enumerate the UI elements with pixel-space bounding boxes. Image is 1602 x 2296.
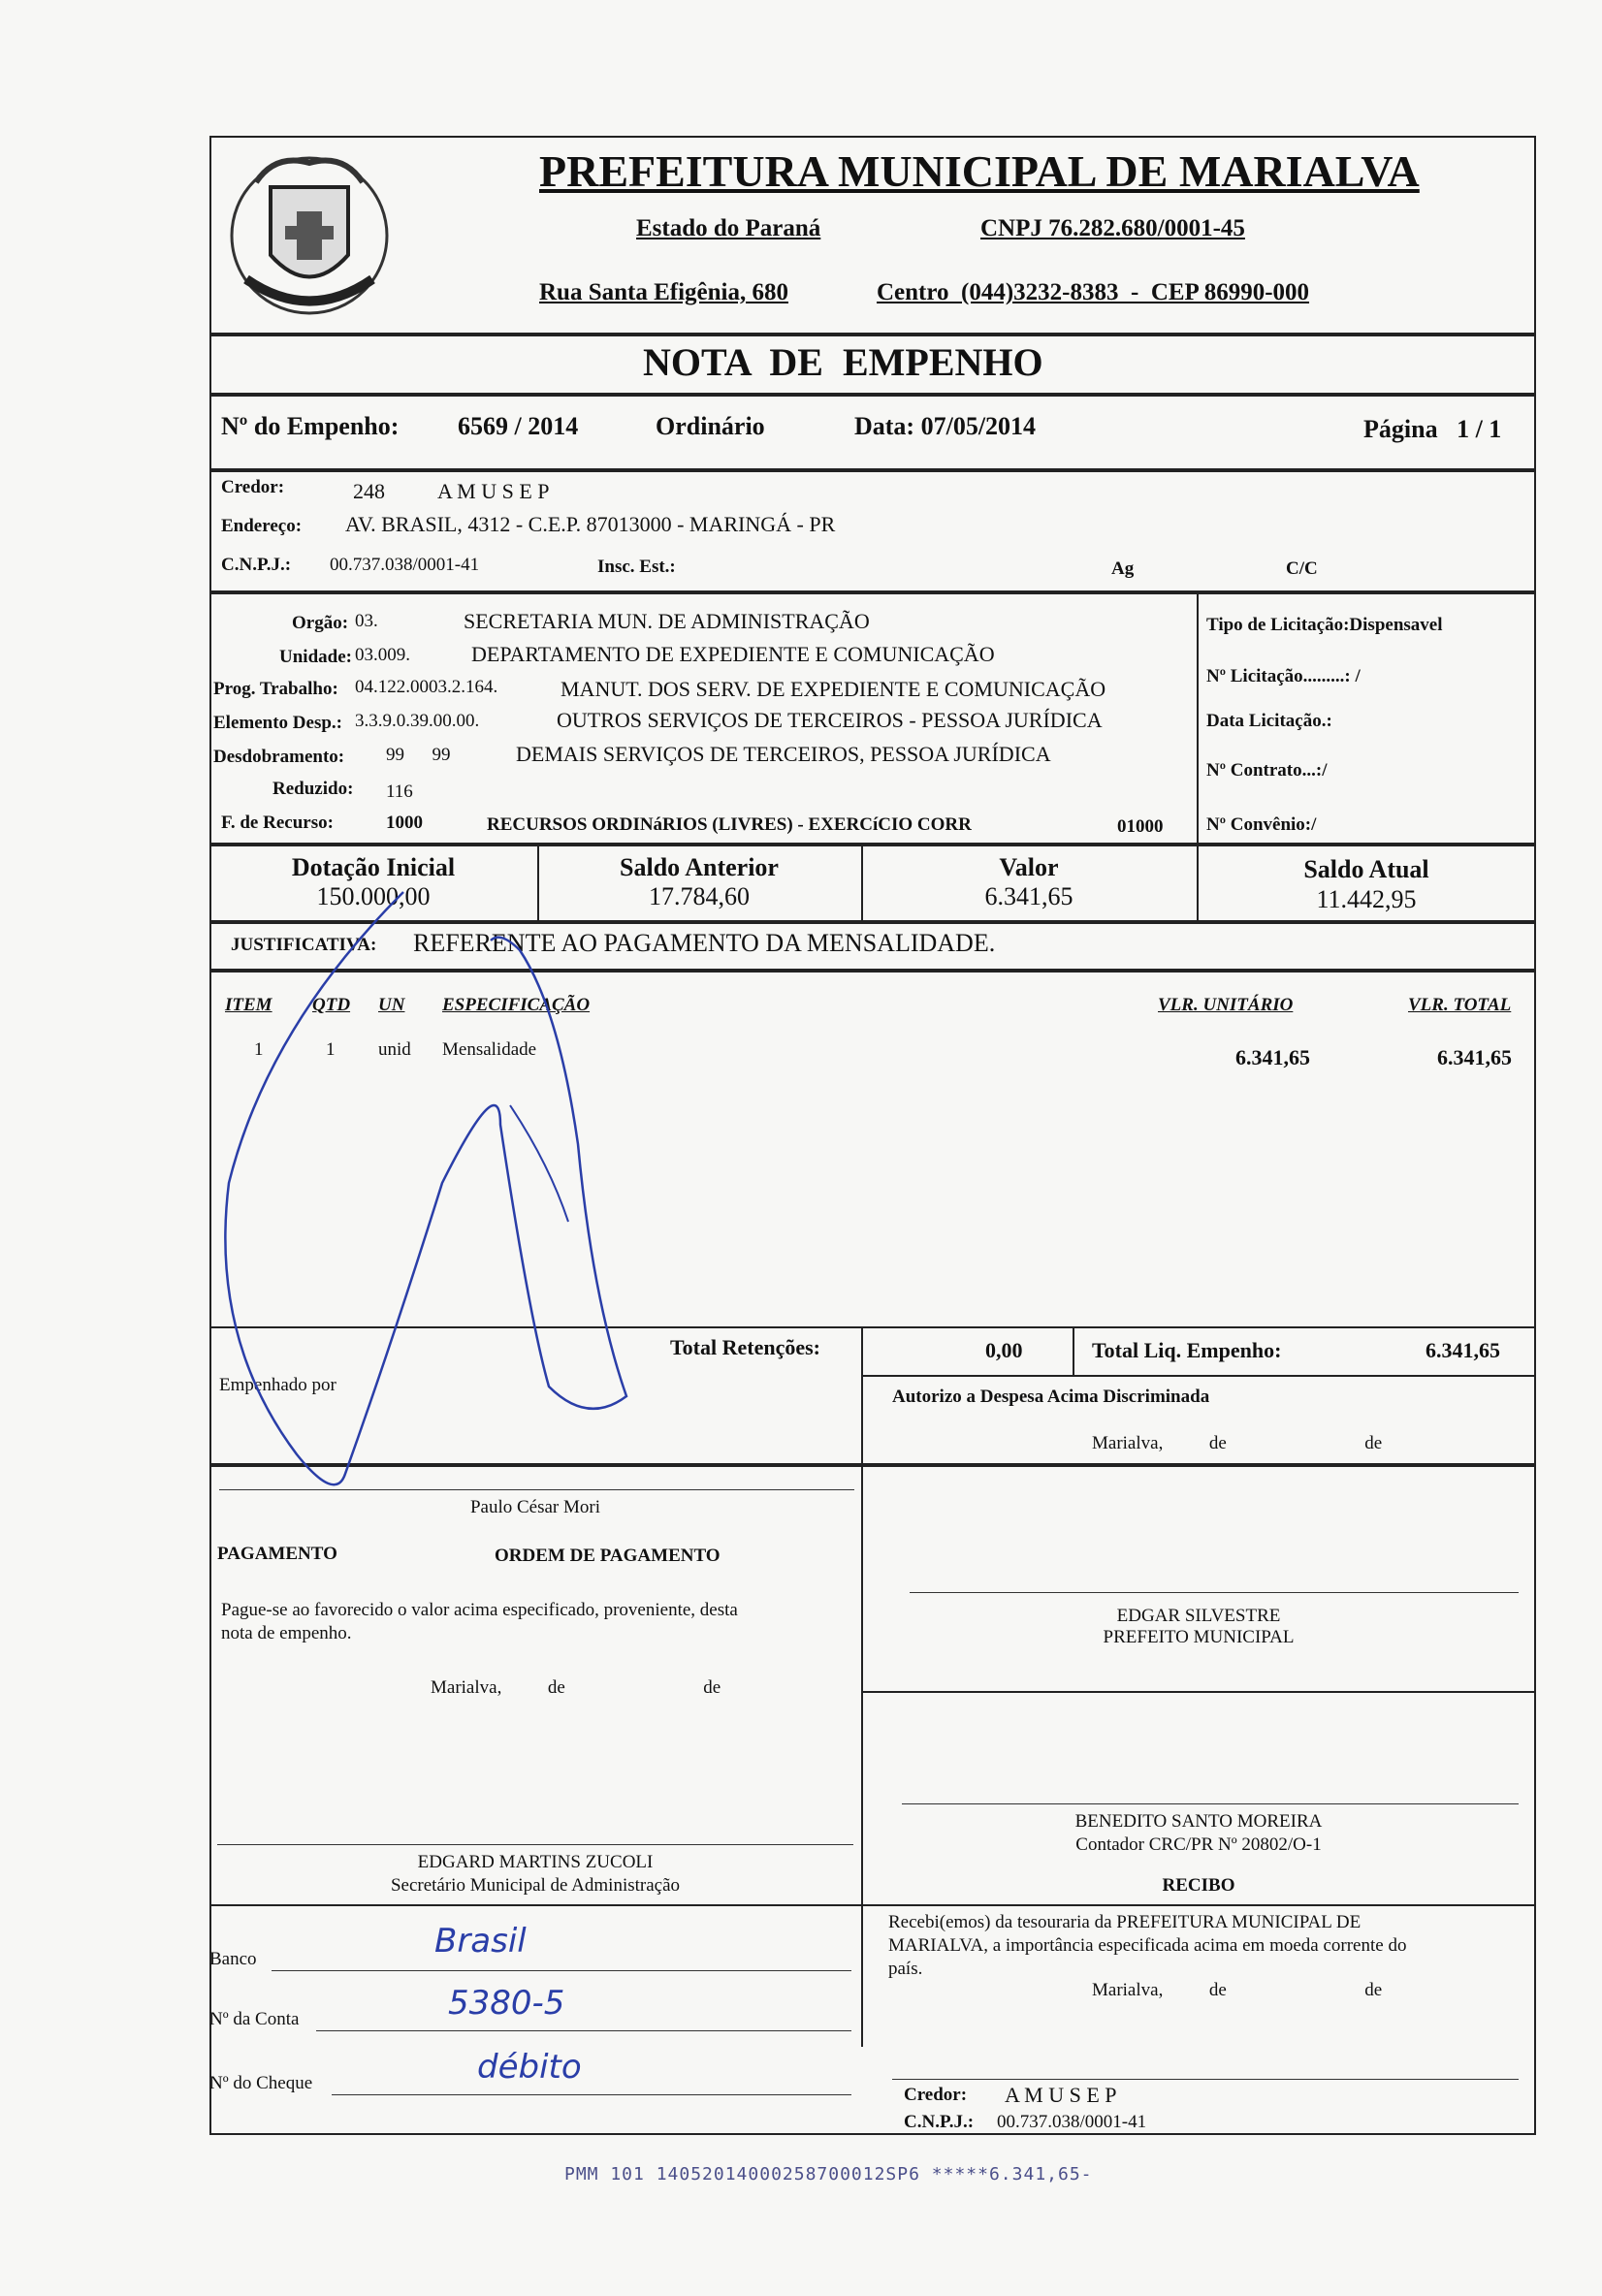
paulo-signature-name: Paulo César Mori <box>469 1497 601 1517</box>
recibo-line2: MARIALVA, a importância especificada acima em moeda corrente do <box>888 1935 1407 1956</box>
empenho-label: Nº do Empenho: <box>221 412 400 440</box>
recibo-title: RECIBO <box>1162 1875 1235 1896</box>
desdobramento-code: 99 99 <box>386 745 451 765</box>
benedito-name: BENEDITO SANTO MOREIRA <box>1074 1811 1323 1832</box>
justificativa-text: REFERENTE AO PAGAMENTO DA MENSALIDADE. <box>413 929 996 957</box>
benedito-role: Contador CRC/PR Nº 20802/O-1 <box>1075 1834 1322 1855</box>
cheque-handwritten: débito <box>477 2048 582 2087</box>
empenhado-por-label: Empenhado por <box>219 1375 336 1395</box>
address-label: Endereço: <box>221 516 303 536</box>
col-vlr-total: VLR. TOTAL <box>1408 995 1512 1015</box>
recurso-label: F. de Recurso: <box>221 813 334 833</box>
elemento-label: Elemento Desp.: <box>213 713 342 733</box>
row-qtd: 1 <box>326 1039 336 1060</box>
empenho-kind: Ordinário <box>656 412 765 440</box>
dotacao-label: Dotação Inicial <box>291 853 456 881</box>
pague-se-line2: nota de empenho. <box>221 1623 352 1643</box>
cnpj-header: CNPJ 76.282.680/0001-45 <box>980 215 1245 241</box>
handwritten-signature <box>209 136 1536 2162</box>
credor-address: AV. BRASIL, 4312 - C.E.P. 87013000 - MARINGÁ - PR <box>345 512 836 536</box>
saldo-atual-value: 11.442,95 <box>1316 885 1417 913</box>
insc-est-label: Insc. Est.: <box>597 557 676 577</box>
page-number: Página 1 / 1 <box>1363 415 1502 443</box>
retencoes-label: Total Retenções: <box>670 1335 820 1359</box>
orgao-label: Orgão: <box>292 613 349 633</box>
valor-label: Valor <box>999 853 1059 881</box>
unidade-code: 03.009. <box>355 645 410 665</box>
desdobramento-label: Desdobramento: <box>213 747 345 767</box>
tipo-licitacao: Tipo de Licitação:Dispensavel <box>1206 615 1443 635</box>
justificativa-label: JUSTIFICATIVA: <box>231 935 377 955</box>
pague-se-line1: Pague-se ao favorecido o valor acima especificado, proveniente, desta <box>221 1600 738 1620</box>
recibo-line3: país. <box>888 1959 923 1979</box>
orgao-name: SECRETARIA MUN. DE ADMINISTRAÇÃO <box>464 609 870 633</box>
prog-label: Prog. Trabalho: <box>213 679 338 699</box>
row-total-value: 6.341,65 <box>1437 1045 1512 1069</box>
reduzido-value: 116 <box>386 781 413 802</box>
edgar-role: PREFEITO MUNICIPAL <box>1103 1627 1295 1647</box>
cnpj-label: C.N.P.J.: <box>221 555 292 575</box>
col-vlr-unitario: VLR. UNITÁRIO <box>1158 995 1294 1015</box>
saldo-atual-label: Saldo Atual <box>1303 855 1429 883</box>
col-especificacao: ESPECIFICAÇÃO <box>442 995 591 1015</box>
ordem-pagamento-label: ORDEM DE PAGAMENTO <box>495 1546 721 1566</box>
street-address: Rua Santa Efigênia, 680 <box>539 279 788 305</box>
n-convenio: Nº Convênio:/ <box>1206 814 1317 835</box>
unidade-label: Unidade: <box>279 647 352 667</box>
row-item: 1 <box>254 1039 264 1060</box>
district-phone-cep: Centro (044)3232-8383 - CEP 86990-000 <box>877 279 1310 305</box>
recibo-line1: Recebi(emos) da tesouraria da PREFEITURA MUNICIPAL DE <box>888 1912 1362 1932</box>
credor-name: A M U S E P <box>437 479 550 503</box>
doc-type-title: NOTA DE EMPENHO <box>643 340 1043 384</box>
footer-cnpj-label: C.N.P.J.: <box>904 2112 975 2132</box>
desdobramento-name: DEMAIS SERVIÇOS DE TERCEIROS, PESSOA JURÍDICA <box>516 742 1051 766</box>
liq-empenho-value: 6.341,65 <box>1426 1338 1500 1362</box>
conta-handwritten: 5380-5 <box>448 1984 565 2023</box>
prog-code: 04.122.0003.2.164. <box>355 677 498 697</box>
pagamento-label: PAGAMENTO <box>217 1544 337 1564</box>
data-licitacao: Data Licitação.: <box>1206 711 1332 731</box>
edgard-role: Secretário Municipal de Administração <box>390 1875 681 1896</box>
credor-label: Credor: <box>221 477 285 497</box>
row-spec: Mensalidade <box>442 1039 537 1060</box>
saldo-anterior-label: Saldo Anterior <box>620 853 779 881</box>
orgao-code: 03. <box>355 611 378 631</box>
conta-label: Nº da Conta <box>209 2009 300 2029</box>
liq-empenho-label: Total Liq. Empenho: <box>1092 1338 1282 1362</box>
footer-credor-label: Credor: <box>904 2085 968 2105</box>
row-un: unid <box>378 1039 411 1060</box>
empenho-date: Data: 07/05/2014 <box>854 412 1037 440</box>
empenho-number: 6569 / 2014 <box>458 412 579 440</box>
valor-value: 6.341,65 <box>984 882 1073 910</box>
recibo-city-date: Marialva, de de <box>1092 1980 1383 2000</box>
banco-handwritten: Brasil <box>434 1922 527 1961</box>
elemento-code: 3.3.9.0.39.00.00. <box>355 711 480 731</box>
dotacao-value: 150.000,00 <box>316 882 431 910</box>
retencoes-value: 0,00 <box>985 1338 1023 1362</box>
edgar-name: EDGAR SILVESTRE <box>1116 1606 1281 1626</box>
row-unit-value: 6.341,65 <box>1235 1045 1310 1069</box>
edgard-name: EDGARD MARTINS ZUCOLI <box>417 1852 654 1872</box>
authentication-stamp: PMM 101 14052014000258700012SP6 *****6.341,65- <box>564 2164 1093 2184</box>
banco-label: Banco <box>209 1949 257 1969</box>
col-un: UN <box>378 995 405 1015</box>
page-title: PREFEITURA MUNICIPAL DE MARIALVA <box>539 146 1420 196</box>
account-label: C/C <box>1286 558 1318 579</box>
agency-label: Ag <box>1111 558 1135 579</box>
footer-cnpj: 00.737.038/0001-41 <box>997 2112 1147 2132</box>
autorizo-label: Autorizo a Despesa Acima Discriminada <box>892 1387 1210 1407</box>
autorizo-city-date: Marialva, de de <box>1092 1433 1383 1453</box>
elemento-name: OUTROS SERVIÇOS DE TERCEIROS - PESSOA JURÍDICA <box>557 708 1103 732</box>
cheque-label: Nº do Cheque <box>209 2073 313 2093</box>
credor-cnpj: 00.737.038/0001-41 <box>330 555 480 575</box>
unidade-name: DEPARTAMENTO DE EXPEDIENTE E COMUNICAÇÃO <box>471 642 995 666</box>
recurso-number: 01000 <box>1117 816 1164 837</box>
reduzido-label: Reduzido: <box>272 779 354 799</box>
state-name: Estado do Paraná <box>636 215 821 241</box>
n-licitacao: Nº Licitação.........: / <box>1206 666 1361 686</box>
nota-de-empenho <box>209 136 1536 2162</box>
prog-name: MANUT. DOS SERV. DE EXPEDIENTE E COMUNICAÇÃO <box>561 677 1106 701</box>
recurso-code: 1000 <box>386 813 423 833</box>
col-qtd: QTD <box>312 995 351 1015</box>
credor-code: 248 <box>353 479 385 503</box>
recurso-name: RECURSOS ORDINáRIOS (LIVRES) - EXERCíCIO CORR <box>487 814 972 835</box>
saldo-anterior-value: 17.784,60 <box>649 882 750 910</box>
pagamento-city-date: Marialva, de de <box>431 1677 721 1698</box>
footer-credor-name: A M U S E P <box>1005 2083 1117 2107</box>
n-contrato: Nº Contrato...:/ <box>1206 760 1328 781</box>
col-item: ITEM <box>225 995 272 1015</box>
